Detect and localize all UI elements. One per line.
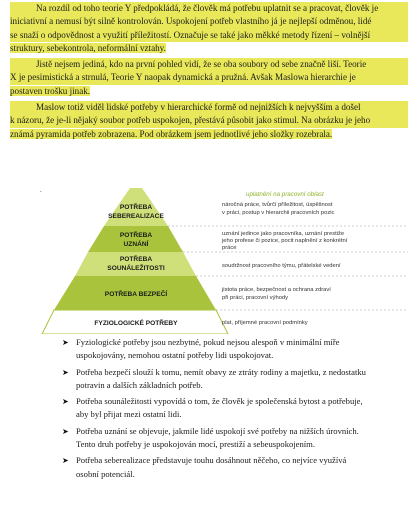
text-line: X je pesimistická a strnulá, Teorie Y naopak dynamická a pružná. Avšak Maslowa hierarchie je xyxy=(10,71,408,84)
level-label: POTŘEBA xyxy=(119,232,153,239)
level-description: jistota práce, bezpečnost a ochrana zdraví xyxy=(222,287,331,293)
text-line: Potřeba bezpečí slouží k tomu, nemít obavy ze ztráty rodiny a majetku, z nedostatku xyxy=(76,366,366,377)
text-line: Fyziologické potřeby jsou nezbytné, pokud nejsou alespoň v minimální míře xyxy=(76,337,340,347)
text-line: Potřeba uznání se objevuje, jakmile lidé uspokojí své potřeby na nižších úrovních. xyxy=(76,425,359,436)
text-line: se snaží o odpovědnost a využití příležitostí. Označuje se také jako měkké metody řízení – volnější xyxy=(10,29,408,42)
level-label: SEBEREALIZACE xyxy=(108,213,164,220)
text-line: k názoru, že je-li nějaký soubor potřeb uspokojen, přestává působit jako stimul. Na obrázku je jeho xyxy=(10,114,408,127)
text-line: potravin a dalších základních potřeb. xyxy=(76,379,203,390)
text-line: struktury, sebekontrola, neformální vztahy. xyxy=(10,43,166,54)
maslow-pyramid xyxy=(40,188,410,334)
text-line: Na rozdíl od toho teorie Y předpokládá, že člověk má potřebu uplatnit se a pracovat, člověk je xyxy=(10,2,408,15)
area-label: uplatnění na pracovní oblast xyxy=(246,191,324,198)
arrow-bullet-icon: ➤ xyxy=(62,426,69,436)
paragraph-maslow xyxy=(10,101,408,141)
level-label: POTŘEBA xyxy=(119,204,153,211)
text-line: Maslow totiž viděl lidské potřeby v hierarchické formě od nejnižších k nejvyšším a došel xyxy=(10,101,408,114)
arrow-bullet-icon: ➤ xyxy=(62,338,69,347)
list-item xyxy=(62,336,408,363)
needs-bullet-list xyxy=(62,336,408,484)
level-description: v práci, postup v hierarchii pracovních pozic xyxy=(222,210,335,216)
arrow-bullet-icon: ➤ xyxy=(62,456,69,466)
text-line: Potřeba seberealizace představuje touhu dosáhnout něčeho, co nejvíce využívá xyxy=(76,455,347,466)
paragraph-comparison xyxy=(10,58,408,98)
text-line: Tento druh potřeby je uspokojován mocí, prestiží a sebeuspokojením. xyxy=(76,439,316,450)
arrow-bullet-icon: ➤ xyxy=(62,367,69,377)
paragraph-theory-y xyxy=(10,2,408,56)
text-line: osobní potenciál. xyxy=(76,468,135,479)
level-description: náročná práce, tvůrčí příležitost, úspěšnost xyxy=(222,202,333,208)
level-description: práce xyxy=(222,245,237,251)
level-description: jeho profese či pozice, pocit naplnění z konkrétní xyxy=(222,238,348,244)
level-description: uznání jedince jako pracovníka, uznání prestiže xyxy=(222,231,345,237)
level-description: při práci, pracovní výhody xyxy=(222,295,289,301)
list-item xyxy=(62,395,408,422)
text-line: iniciativní a nemusí být silně kontrolován. Uspokojení potřeb vlastního já je nejlepší odměnou, lidé xyxy=(10,15,408,28)
text-line: Jistě nejsem jediná, kdo na první pohled vidí, že se oba soubory od sebe značně liší. Teorie xyxy=(10,58,408,71)
arrow-bullet-icon: ➤ xyxy=(62,397,69,407)
level-label: POTŘEBA xyxy=(119,256,153,263)
text-line: postaven trošku jinak. xyxy=(10,85,91,96)
bullet-dot: . xyxy=(40,186,42,194)
level-label: POTŘEBA BEZPEČÍ xyxy=(104,291,168,298)
list-item xyxy=(62,366,408,393)
list-item xyxy=(62,425,408,452)
level-label: FYZIOLOGICKÉ POTŘEBY xyxy=(94,320,178,327)
text-line: uspokojovány, nemohou ostatní potřeby lidi uspokojovat. xyxy=(76,350,274,361)
level-label: UZNÁNÍ xyxy=(123,241,149,248)
text-line: Potřeba sounáležitosti vypovídá o tom, že člověk je společenská bytost a potřebuje, xyxy=(76,396,363,407)
pyramid-level-esteem xyxy=(88,226,183,252)
text-line: známá pyramida potřeb zobrazena. Pod obrázkem jsem jednotlivé jeho složky rozebrala. xyxy=(10,128,333,139)
text-line: aby byl přijat mezi ostatní lidi. xyxy=(76,409,182,420)
level-description: plat, příjemné pracovní podmínky xyxy=(222,320,308,326)
list-item xyxy=(62,454,408,481)
level-label: SOUNÁLEŽITOSTI xyxy=(107,265,165,272)
level-description: soudržnost pracovního týmu, přátelské vedení xyxy=(222,263,341,269)
